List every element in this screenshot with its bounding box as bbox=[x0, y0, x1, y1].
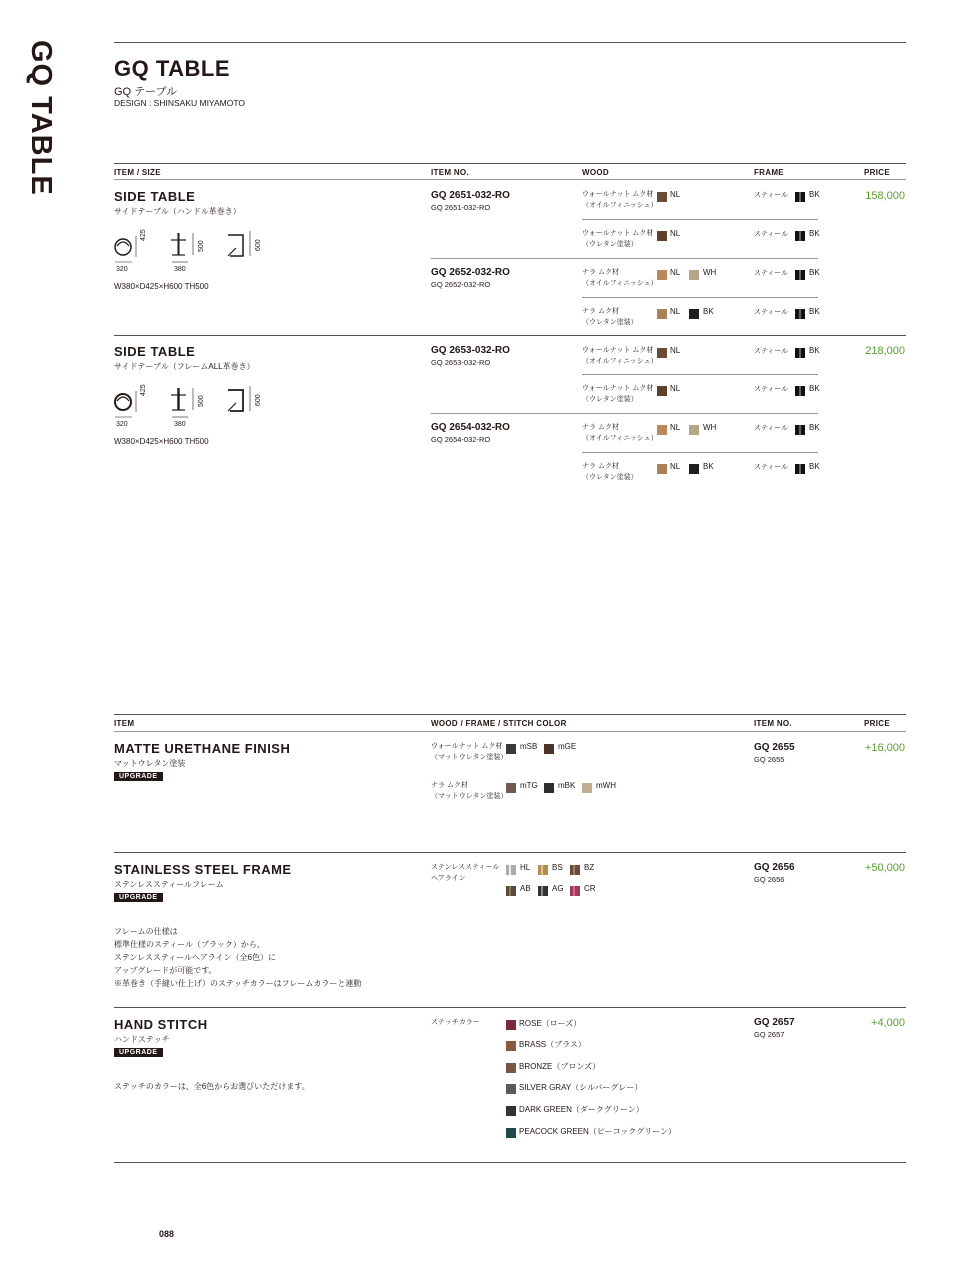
page-number: 088 bbox=[159, 1229, 175, 1239]
col-head-price-2: PRICE bbox=[864, 719, 890, 728]
stainless-note: フレームの仕様は 標準仕様のスティール（ブラック）から、 ステンレススティールヘアライン（全6色）に アップグレードが可能です。 ※革巻き（手縫い仕上げ）のステッチカラーはフレームカラーと連動 bbox=[114, 927, 362, 988]
bottom-rule bbox=[114, 1162, 906, 1163]
swatch-label: NL bbox=[670, 346, 681, 355]
swatch-label: HL bbox=[520, 863, 531, 872]
page-title: GQ TABLE bbox=[114, 56, 231, 81]
swatch-ab bbox=[506, 886, 516, 896]
swatch-frame-bk bbox=[795, 386, 805, 396]
item-no-2655-sub: GQ 2655 bbox=[754, 755, 785, 764]
stitch-note: ステッチのカラーは、全6色からお選びいただけます。 bbox=[114, 1082, 310, 1091]
swatch-oak-wh bbox=[689, 270, 699, 280]
swatch-frame-bk bbox=[795, 270, 805, 280]
swatch-label: AB bbox=[520, 884, 531, 893]
table2-header-rule bbox=[114, 731, 906, 732]
item-no-2652: GQ 2652-032-RO bbox=[431, 267, 510, 278]
stitch-color-peacock-green: PEACOCK GREEN（ピーコックグリーン） bbox=[519, 1127, 677, 1136]
swatch-label: mSB bbox=[520, 742, 538, 751]
swatch-label: BZ bbox=[584, 863, 595, 872]
product-a-size: W380×D425×H600 TH500 bbox=[114, 282, 209, 291]
product-a-dim-d2: 500 bbox=[198, 240, 205, 252]
swatch-silver-gray bbox=[506, 1084, 516, 1094]
swatch-rose bbox=[506, 1020, 516, 1030]
matte-walnut-label: ウォールナット ムク材 （マットウレタン塗装） bbox=[431, 743, 508, 761]
swatch-label: WH bbox=[703, 268, 717, 277]
frame-label: スティール bbox=[754, 348, 789, 355]
swatch-frame-bk bbox=[795, 192, 805, 202]
swatch-label: AG bbox=[552, 884, 564, 893]
swatch-oak-nl bbox=[657, 464, 667, 474]
swatch-ag bbox=[538, 886, 548, 896]
swatch-label: NL bbox=[670, 307, 681, 316]
matte-finish-name: MATTE URETHANE FINISH bbox=[114, 741, 291, 756]
designer-credit: DESIGN : SHINSAKU MIYAMOTO bbox=[114, 98, 245, 108]
frame-label: スティール bbox=[754, 270, 789, 277]
swatch-label: mBK bbox=[558, 781, 576, 790]
item-no-2654-sub: GQ 2654-032-RO bbox=[431, 435, 491, 444]
swatch-frame-bk bbox=[795, 309, 805, 319]
swatch-mge bbox=[544, 744, 554, 754]
swatch-walnut-nl bbox=[657, 386, 667, 396]
product-a-dimension-diagram bbox=[112, 229, 272, 277]
product-b-dim-d2: 500 bbox=[198, 395, 205, 407]
swatch-label: BK bbox=[809, 229, 820, 238]
item-no-2654: GQ 2654-032-RO bbox=[431, 422, 510, 433]
stitch-color-brass: BRASS（ブラス） bbox=[519, 1040, 586, 1049]
upgrade-badge: UPGRADE bbox=[114, 893, 163, 902]
hand-stitch-name: HAND STITCH bbox=[114, 1017, 208, 1032]
frame-label: スティール bbox=[754, 231, 789, 238]
col-head-frame: FRAME bbox=[754, 168, 784, 177]
item-no-2651: GQ 2651-032-RO bbox=[431, 190, 510, 201]
swatch-label: mWH bbox=[596, 781, 616, 790]
hand-stitch-sub: ハンドステッチ bbox=[114, 1035, 170, 1044]
wood-label: ウォールナット ムク材 （オイルフィニッシュ） bbox=[582, 347, 658, 365]
product-a-sub: サイドテーブル（ハンドル革巻き） bbox=[114, 207, 241, 216]
row-divider bbox=[582, 219, 818, 220]
swatch-label: NL bbox=[670, 229, 681, 238]
upgrade-badge: UPGRADE bbox=[114, 1048, 163, 1057]
product-a-dim-w2: 380 bbox=[174, 266, 186, 273]
swatch-walnut-nl bbox=[657, 348, 667, 358]
wood-label: ウォールナット ムク材 （ウレタン塗装） bbox=[582, 385, 654, 403]
swatch-label: WH bbox=[703, 423, 717, 432]
item-no-2655: GQ 2655 bbox=[754, 742, 795, 753]
col-head-price: PRICE bbox=[864, 168, 890, 177]
col-head-item: ITEM bbox=[114, 719, 135, 728]
swatch-label: NL bbox=[670, 462, 681, 471]
vertical-title-text: GQ TABLE bbox=[25, 40, 57, 196]
stainless-label: ステンレススティール ヘアライン bbox=[431, 864, 500, 882]
swatch-frame-bk bbox=[795, 231, 805, 241]
swatch-bs bbox=[538, 865, 548, 875]
frame-label: スティール bbox=[754, 425, 789, 432]
product-divider bbox=[114, 335, 906, 336]
swatch-label: mGE bbox=[558, 742, 577, 751]
frame-label: スティール bbox=[754, 386, 789, 393]
row-divider bbox=[582, 297, 818, 298]
swatch-peacock-green bbox=[506, 1128, 516, 1138]
swatch-oak-bk bbox=[689, 464, 699, 474]
stitch-color-rose: ROSE（ローズ） bbox=[519, 1019, 582, 1028]
matte-price: +16,000 bbox=[864, 742, 905, 754]
swatch-label: BK bbox=[809, 384, 820, 393]
stainless-price: +50,000 bbox=[864, 862, 905, 874]
wood-label: ウォールナット ムク材 （オイルフィニッシュ） bbox=[582, 191, 658, 209]
item-no-2657: GQ 2657 bbox=[754, 1017, 795, 1028]
stainless-frame-name: STAINLESS STEEL FRAME bbox=[114, 862, 292, 877]
section-divider bbox=[114, 1007, 906, 1008]
swatch-mtg bbox=[506, 783, 516, 793]
swatch-brass bbox=[506, 1041, 516, 1051]
product-b-dimension-diagram bbox=[112, 384, 272, 432]
swatch-label: NL bbox=[670, 423, 681, 432]
swatch-oak-bk bbox=[689, 309, 699, 319]
table2-top-rule bbox=[114, 714, 906, 715]
swatch-label: BK bbox=[809, 462, 820, 471]
stitch-color-dark-green: DARK GREEN（ダークグリーン） bbox=[519, 1105, 644, 1114]
table1-top-rule bbox=[114, 163, 906, 164]
stitch-price: +4,000 bbox=[871, 1017, 905, 1029]
row-divider bbox=[431, 258, 818, 259]
swatch-label: BK bbox=[703, 307, 714, 316]
vertical-title bbox=[24, 40, 58, 200]
swatch-oak-nl bbox=[657, 425, 667, 435]
swatch-frame-bk bbox=[795, 348, 805, 358]
item-no-2653-sub: GQ 2653-032-RO bbox=[431, 358, 491, 367]
swatch-bz bbox=[570, 865, 580, 875]
swatch-label: NL bbox=[670, 268, 681, 277]
product-b-dim-d1: 425 bbox=[140, 384, 147, 396]
stainless-frame-sub: ステンレススティールフレーム bbox=[114, 880, 224, 889]
product-b-price: 218,000 bbox=[865, 345, 905, 357]
swatch-msb bbox=[506, 744, 516, 754]
swatch-label: BK bbox=[809, 268, 820, 277]
col-head-item-no: ITEM NO. bbox=[431, 168, 469, 177]
swatch-mwh bbox=[582, 783, 592, 793]
page-subtitle: GQ テーブル bbox=[114, 86, 178, 98]
product-b-name: SIDE TABLE bbox=[114, 344, 196, 359]
swatch-label: NL bbox=[670, 384, 681, 393]
item-no-2652-sub: GQ 2652-032-RO bbox=[431, 280, 491, 289]
swatch-bronze bbox=[506, 1063, 516, 1073]
stitch-color-label: ステッチカラー bbox=[431, 1019, 480, 1026]
frame-label: スティール bbox=[754, 192, 789, 199]
swatch-label: mTG bbox=[520, 781, 538, 790]
swatch-label: BS bbox=[552, 863, 563, 872]
wood-label: ナラ ムク材 （ウレタン塗装） bbox=[582, 308, 638, 326]
swatch-walnut-nl bbox=[657, 231, 667, 241]
top-rule bbox=[114, 42, 906, 43]
product-b-dim-d3: 600 bbox=[255, 394, 262, 406]
stitch-color-bronze: BRONZE（ブロンズ） bbox=[519, 1062, 601, 1071]
item-no-2653: GQ 2653-032-RO bbox=[431, 345, 510, 356]
row-divider bbox=[431, 413, 818, 414]
swatch-mbk bbox=[544, 783, 554, 793]
col-head-color: WOOD / FRAME / STITCH COLOR bbox=[431, 719, 567, 728]
row-divider bbox=[582, 452, 818, 453]
upgrade-badge: UPGRADE bbox=[114, 772, 163, 781]
item-no-2657-sub: GQ 2657 bbox=[754, 1030, 785, 1039]
product-a-price: 158,000 bbox=[865, 190, 905, 202]
wood-label: ナラ ムク材 （ウレタン塗装） bbox=[582, 463, 638, 481]
swatch-dark-green bbox=[506, 1106, 516, 1116]
section-divider bbox=[114, 852, 906, 853]
col-head-item-size: ITEM / SIZE bbox=[114, 168, 161, 177]
item-no-2656: GQ 2656 bbox=[754, 862, 795, 873]
swatch-label: NL bbox=[670, 190, 681, 199]
swatch-cr bbox=[570, 886, 580, 896]
item-no-2651-sub: GQ 2651-032-RO bbox=[431, 203, 491, 212]
swatch-frame-bk bbox=[795, 425, 805, 435]
swatch-walnut-nl bbox=[657, 192, 667, 202]
product-b-size: W380×D425×H600 TH500 bbox=[114, 437, 209, 446]
swatch-frame-bk bbox=[795, 464, 805, 474]
swatch-oak-nl bbox=[657, 270, 667, 280]
swatch-label: BK bbox=[809, 346, 820, 355]
product-b-dim-w2: 380 bbox=[174, 421, 186, 428]
matte-oak-label: ナラ ムク材 （マットウレタン塗装） bbox=[431, 782, 508, 800]
swatch-oak-wh bbox=[689, 425, 699, 435]
swatch-label: BK bbox=[809, 190, 820, 199]
swatch-label: BK bbox=[809, 423, 820, 432]
swatch-label: CR bbox=[584, 884, 596, 893]
wood-label: ナラ ムク材 （オイルフィニッシュ） bbox=[582, 424, 658, 442]
wood-label: ウォールナット ムク材 （ウレタン塗装） bbox=[582, 230, 654, 248]
col-head-item-no-2: ITEM NO. bbox=[754, 719, 792, 728]
swatch-label: BK bbox=[703, 462, 714, 471]
matte-finish-sub: マットウレタン塗装 bbox=[114, 759, 186, 768]
swatch-hl bbox=[506, 865, 516, 875]
item-no-2656-sub: GQ 2656 bbox=[754, 875, 785, 884]
frame-label: スティール bbox=[754, 309, 789, 316]
product-b-sub: サイドテーブル（フレームALL革巻き） bbox=[114, 362, 255, 371]
swatch-oak-nl bbox=[657, 309, 667, 319]
frame-label: スティール bbox=[754, 464, 789, 471]
table1-header-rule bbox=[114, 179, 906, 180]
product-a-dim-d1: 425 bbox=[140, 229, 147, 241]
product-a-dim-w1: 320 bbox=[116, 266, 128, 273]
product-a-name: SIDE TABLE bbox=[114, 189, 196, 204]
product-b-dim-w1: 320 bbox=[116, 421, 128, 428]
col-head-wood: WOOD bbox=[582, 168, 609, 177]
product-a-dim-d3: 600 bbox=[255, 239, 262, 251]
stitch-color-silver-gray: SILVER GRAY（シルバーグレー） bbox=[519, 1083, 643, 1092]
swatch-label: BK bbox=[809, 307, 820, 316]
row-divider bbox=[582, 374, 818, 375]
wood-label: ナラ ムク材 （オイルフィニッシュ） bbox=[582, 269, 658, 287]
